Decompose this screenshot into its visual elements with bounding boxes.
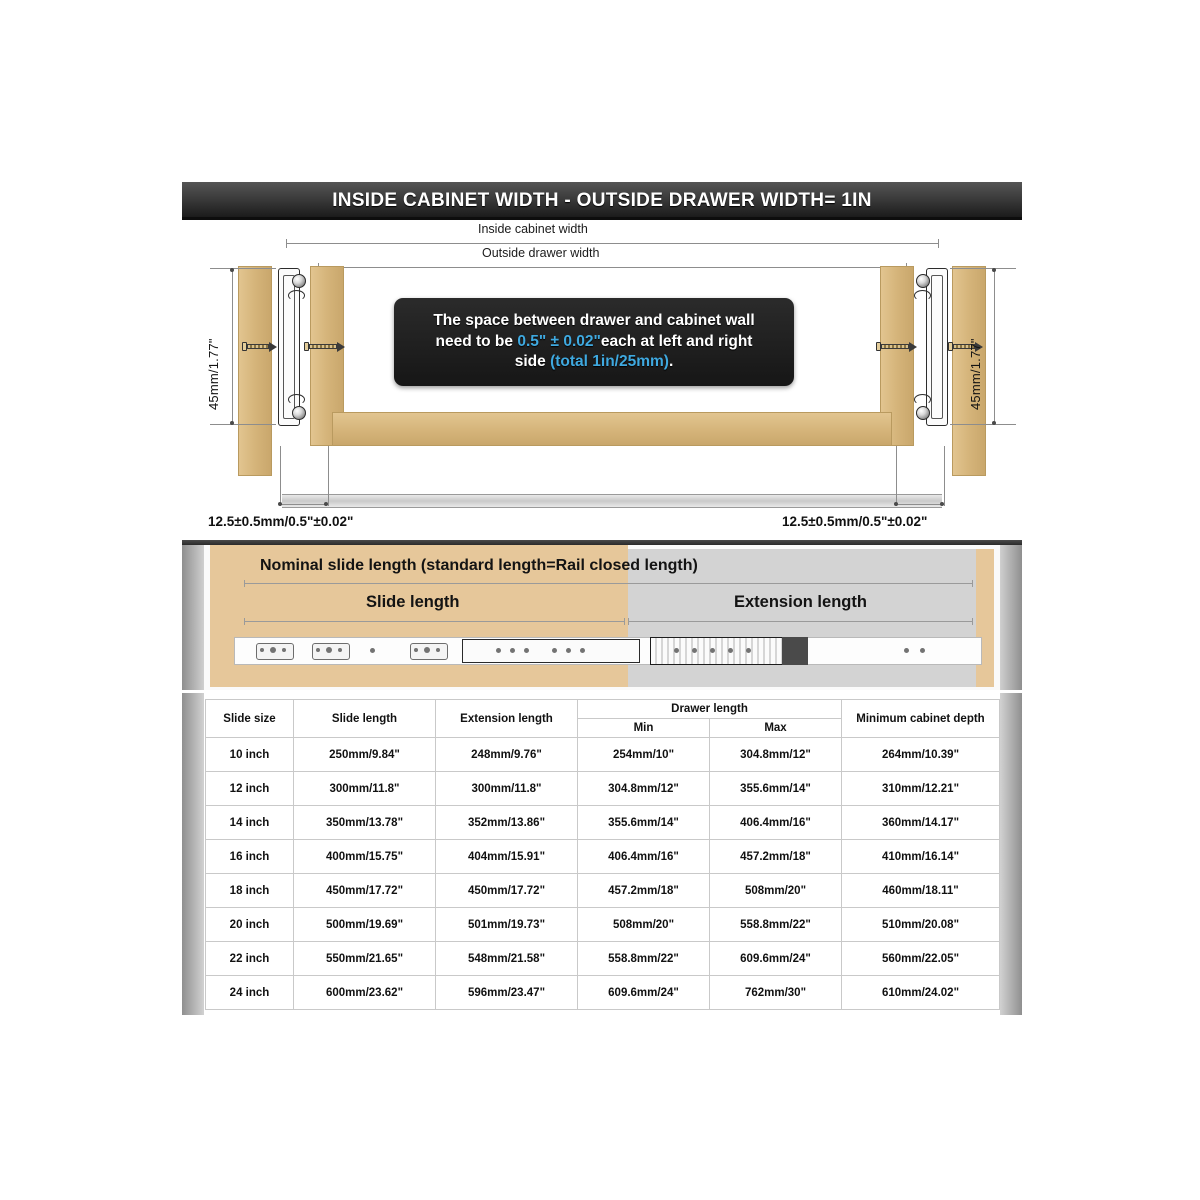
cell-extension-length: 548mm/21.58" [436,942,578,976]
slide-detail-right-top [914,290,931,301]
ball-bearing-left-bottom [292,406,306,420]
cell-min-cabinet-depth: 310mm/12.21" [842,772,1000,806]
inside-cabinet-width-label: Inside cabinet width [478,222,588,236]
rail-dot-22 [904,648,909,653]
callout-line3-a: side [514,353,551,371]
rail-dot-5 [326,647,332,653]
extension-brace-tick-left [628,618,629,625]
cell-drawer-max: 457.2mm/18" [710,840,842,874]
page-title: INSIDE CABINET WIDTH - OUTSIDE DRAWER WIDTH= 1IN [332,190,872,211]
cell-drawer-max: 558.8mm/22" [710,908,842,942]
screw-arrow-left-inner [304,342,348,351]
cabinet-floor [282,494,942,508]
section-title-bar [182,182,1022,220]
rail-middle-member [462,639,640,663]
gap-right-ext-b [944,446,945,506]
cell-slide-size: 12 inch [206,772,294,806]
cell-slide-length: 500mm/19.69" [294,908,436,942]
slide-length-stage [204,545,1000,690]
cell-extension-length: 501mm/19.73" [436,908,578,942]
cell-slide-length: 300mm/11.8" [294,772,436,806]
cell-slide-size: 22 inch [206,942,294,976]
cell-slide-size: 10 inch [206,738,294,772]
cell-drawer-max: 406.4mm/16" [710,806,842,840]
cell-extension-length: 596mm/23.47" [436,976,578,1010]
screw-arrow-right-inner [876,342,920,351]
cell-extension-length: 300mm/11.8" [436,772,578,806]
cell-drawer-min: 355.6mm/14" [578,806,710,840]
cabinet-wall-left [238,266,272,476]
table-row [206,806,1000,840]
rail-dot-21 [746,648,751,653]
rail-dot-23 [920,648,925,653]
cell-drawer-max: 508mm/20" [710,874,842,908]
slide-detail-right-bottom [914,394,931,405]
table-body [206,738,1000,1010]
cell-slide-length: 250mm/9.84" [294,738,436,772]
extension-length-brace [628,621,972,622]
cell-drawer-max: 304.8mm/12" [710,738,842,772]
nominal-brace-tick-left [244,580,245,587]
drawer-bottom-panel [332,412,892,446]
cell-min-cabinet-depth: 410mm/16.14" [842,840,1000,874]
screw-arrow-left-outer [242,342,280,351]
spacing-callout-text [433,311,754,373]
rail-dot-20 [728,648,733,653]
inside-width-tick-left [286,239,287,248]
nominal-length-brace [244,583,972,584]
slide-length-label: Slide length [366,593,460,611]
height-dim-right-top [950,268,1016,269]
cell-drawer-max: 355.6mm/14" [710,772,842,806]
gap-left-ext-a [280,446,281,506]
callout-line2-b: each at left and right [600,332,753,350]
rail-dot-16 [580,648,585,653]
nominal-slide-length-label: Nominal slide length (standard length=Rail closed length) [260,557,698,574]
cell-extension-length: 248mm/9.76" [436,738,578,772]
cell-extension-length: 404mm/15.91" [436,840,578,874]
header-slide-length: Slide length [294,700,436,738]
right-gray-bar-slide [1000,545,1022,690]
height-dim-left-dot-top [230,268,234,272]
callout-line2-a: need to be [435,332,518,350]
table-row [206,772,1000,806]
extension-brace-tick-right [972,618,973,625]
height-dim-left-top [210,268,276,269]
slide-brace-tick-right [624,618,625,625]
rail-dot-17 [674,648,679,653]
nominal-brace-tick-right [972,580,973,587]
outside-drawer-width-line [318,267,906,268]
cell-min-cabinet-depth: 560mm/22.05" [842,942,1000,976]
inside-cabinet-width-line [286,243,938,244]
cell-drawer-max: 609.6mm/24" [710,942,842,976]
cell-extension-length: 450mm/17.72" [436,874,578,908]
ball-bearing-right-top [916,274,930,288]
rail-dot-9 [424,647,430,653]
header-slide-size: Slide size [206,700,294,738]
spec-table-section [182,693,1022,1015]
slide-detail-left-top [288,290,305,301]
specification-table [205,699,1000,1010]
gap-right-dot-b [940,502,944,506]
gap-right-dot-a [894,502,898,506]
rail-dot-19 [710,648,715,653]
left-gray-bar-slide [182,545,204,690]
cell-extension-length: 352mm/13.86" [436,806,578,840]
right-gray-bar-table [1000,693,1022,1015]
rail-dot-8 [414,648,418,652]
cell-min-cabinet-depth: 510mm/20.08" [842,908,1000,942]
cabinet-width-section [182,182,1022,537]
slide-detail-left-bottom [288,394,305,405]
rail-dot-2 [270,647,276,653]
side-height-right-label: 45mm/1.77" [968,338,983,410]
header-drawer-max: Max [710,719,842,738]
cell-slide-length: 600mm/23.62" [294,976,436,1010]
left-gray-bar-table [182,693,204,1015]
header-extension-length: Extension length [436,700,578,738]
height-dim-right-dot-bottom [992,421,996,425]
height-dim-left-bottom [210,424,276,425]
cell-slide-length: 450mm/17.72" [294,874,436,908]
cell-drawer-min: 406.4mm/16" [578,840,710,874]
gap-right-label: 12.5±0.5mm/0.5"±0.02" [782,514,928,529]
cell-min-cabinet-depth: 360mm/14.17" [842,806,1000,840]
header-drawer-length: Drawer length [578,700,842,719]
cell-slide-length: 350mm/13.78" [294,806,436,840]
cell-drawer-max: 762mm/30" [710,976,842,1010]
ball-bearing-right-bottom [916,406,930,420]
extension-region-end-cap [976,549,994,687]
table-header-row-1 [206,700,1000,719]
rail-dot-14 [552,648,557,653]
cell-min-cabinet-depth: 610mm/24.02" [842,976,1000,1010]
rail-dot-15 [566,648,571,653]
cell-drawer-min: 457.2mm/18" [578,874,710,908]
cell-drawer-min: 304.8mm/12" [578,772,710,806]
cell-slide-size: 16 inch [206,840,294,874]
table-row [206,840,1000,874]
side-height-left-label: 45mm/1.77" [206,338,221,410]
cell-slide-length: 550mm/21.65" [294,942,436,976]
height-dim-left-line [232,268,233,424]
cell-drawer-min: 558.8mm/22" [578,942,710,976]
inside-width-tick-right [938,239,939,248]
cell-slide-length: 400mm/15.75" [294,840,436,874]
cell-drawer-min: 609.6mm/24" [578,976,710,1010]
table-row [206,976,1000,1010]
callout-line3-b: . [668,353,674,371]
gap-left-dot-b [324,502,328,506]
table-row [206,874,1000,908]
cell-slide-size: 18 inch [206,874,294,908]
gap-left-line [280,504,328,505]
rail-dot-4 [316,648,320,652]
rail-dot-11 [496,648,501,653]
rail-dot-12 [510,648,515,653]
callout-line1: The space between drawer and cabinet wall [433,311,755,329]
cell-slide-size: 14 inch [206,806,294,840]
cell-drawer-min: 254mm/10" [578,738,710,772]
height-dim-left-dot-bottom [230,421,234,425]
extension-length-label: Extension length [734,593,867,611]
gap-left-dot-a [278,502,282,506]
table-row [206,738,1000,772]
header-min-cabinet-depth: Minimum cabinet depth [842,700,1000,738]
callout-line2-highlight: 0.5" ± 0.02" [517,332,601,350]
ball-bearing-left-top [292,274,306,288]
cell-slide-size: 20 inch [206,908,294,942]
slide-brace-tick-left [244,618,245,625]
header-drawer-min: Min [578,719,710,738]
slide-inner-rail-right [931,275,943,419]
slide-region-top-strip [210,545,628,555]
gap-left-label: 12.5±0.5mm/0.5"±0.02" [208,514,354,529]
gap-left-ext-b [328,446,329,506]
rail-dot-13 [524,648,529,653]
height-dim-right-line [994,268,995,424]
cell-slide-size: 24 inch [206,976,294,1010]
height-dim-right-dot-top [992,268,996,272]
gap-right-line [896,504,944,505]
rail-end-block [782,637,808,665]
outside-drawer-width-label: Outside drawer width [482,246,600,260]
rail-dot-1 [260,648,264,652]
gap-right-ext-a [896,446,897,506]
rail-dot-3 [282,648,286,652]
height-dim-right-bottom [950,424,1016,425]
table-row [206,908,1000,942]
top-diagram [182,222,1022,537]
rail-dot-18 [692,648,697,653]
slide-length-brace [244,621,624,622]
cell-min-cabinet-depth: 460mm/18.11" [842,874,1000,908]
cell-drawer-min: 508mm/20" [578,908,710,942]
slide-length-section [182,540,1022,690]
rail-dot-10 [436,648,440,652]
callout-line3-highlight: (total 1in/25mm) [550,353,669,371]
table-row [206,942,1000,976]
spacing-callout [394,298,794,386]
rail-dot-6 [338,648,342,652]
rail-dot-7 [370,648,375,653]
cell-min-cabinet-depth: 264mm/10.39" [842,738,1000,772]
